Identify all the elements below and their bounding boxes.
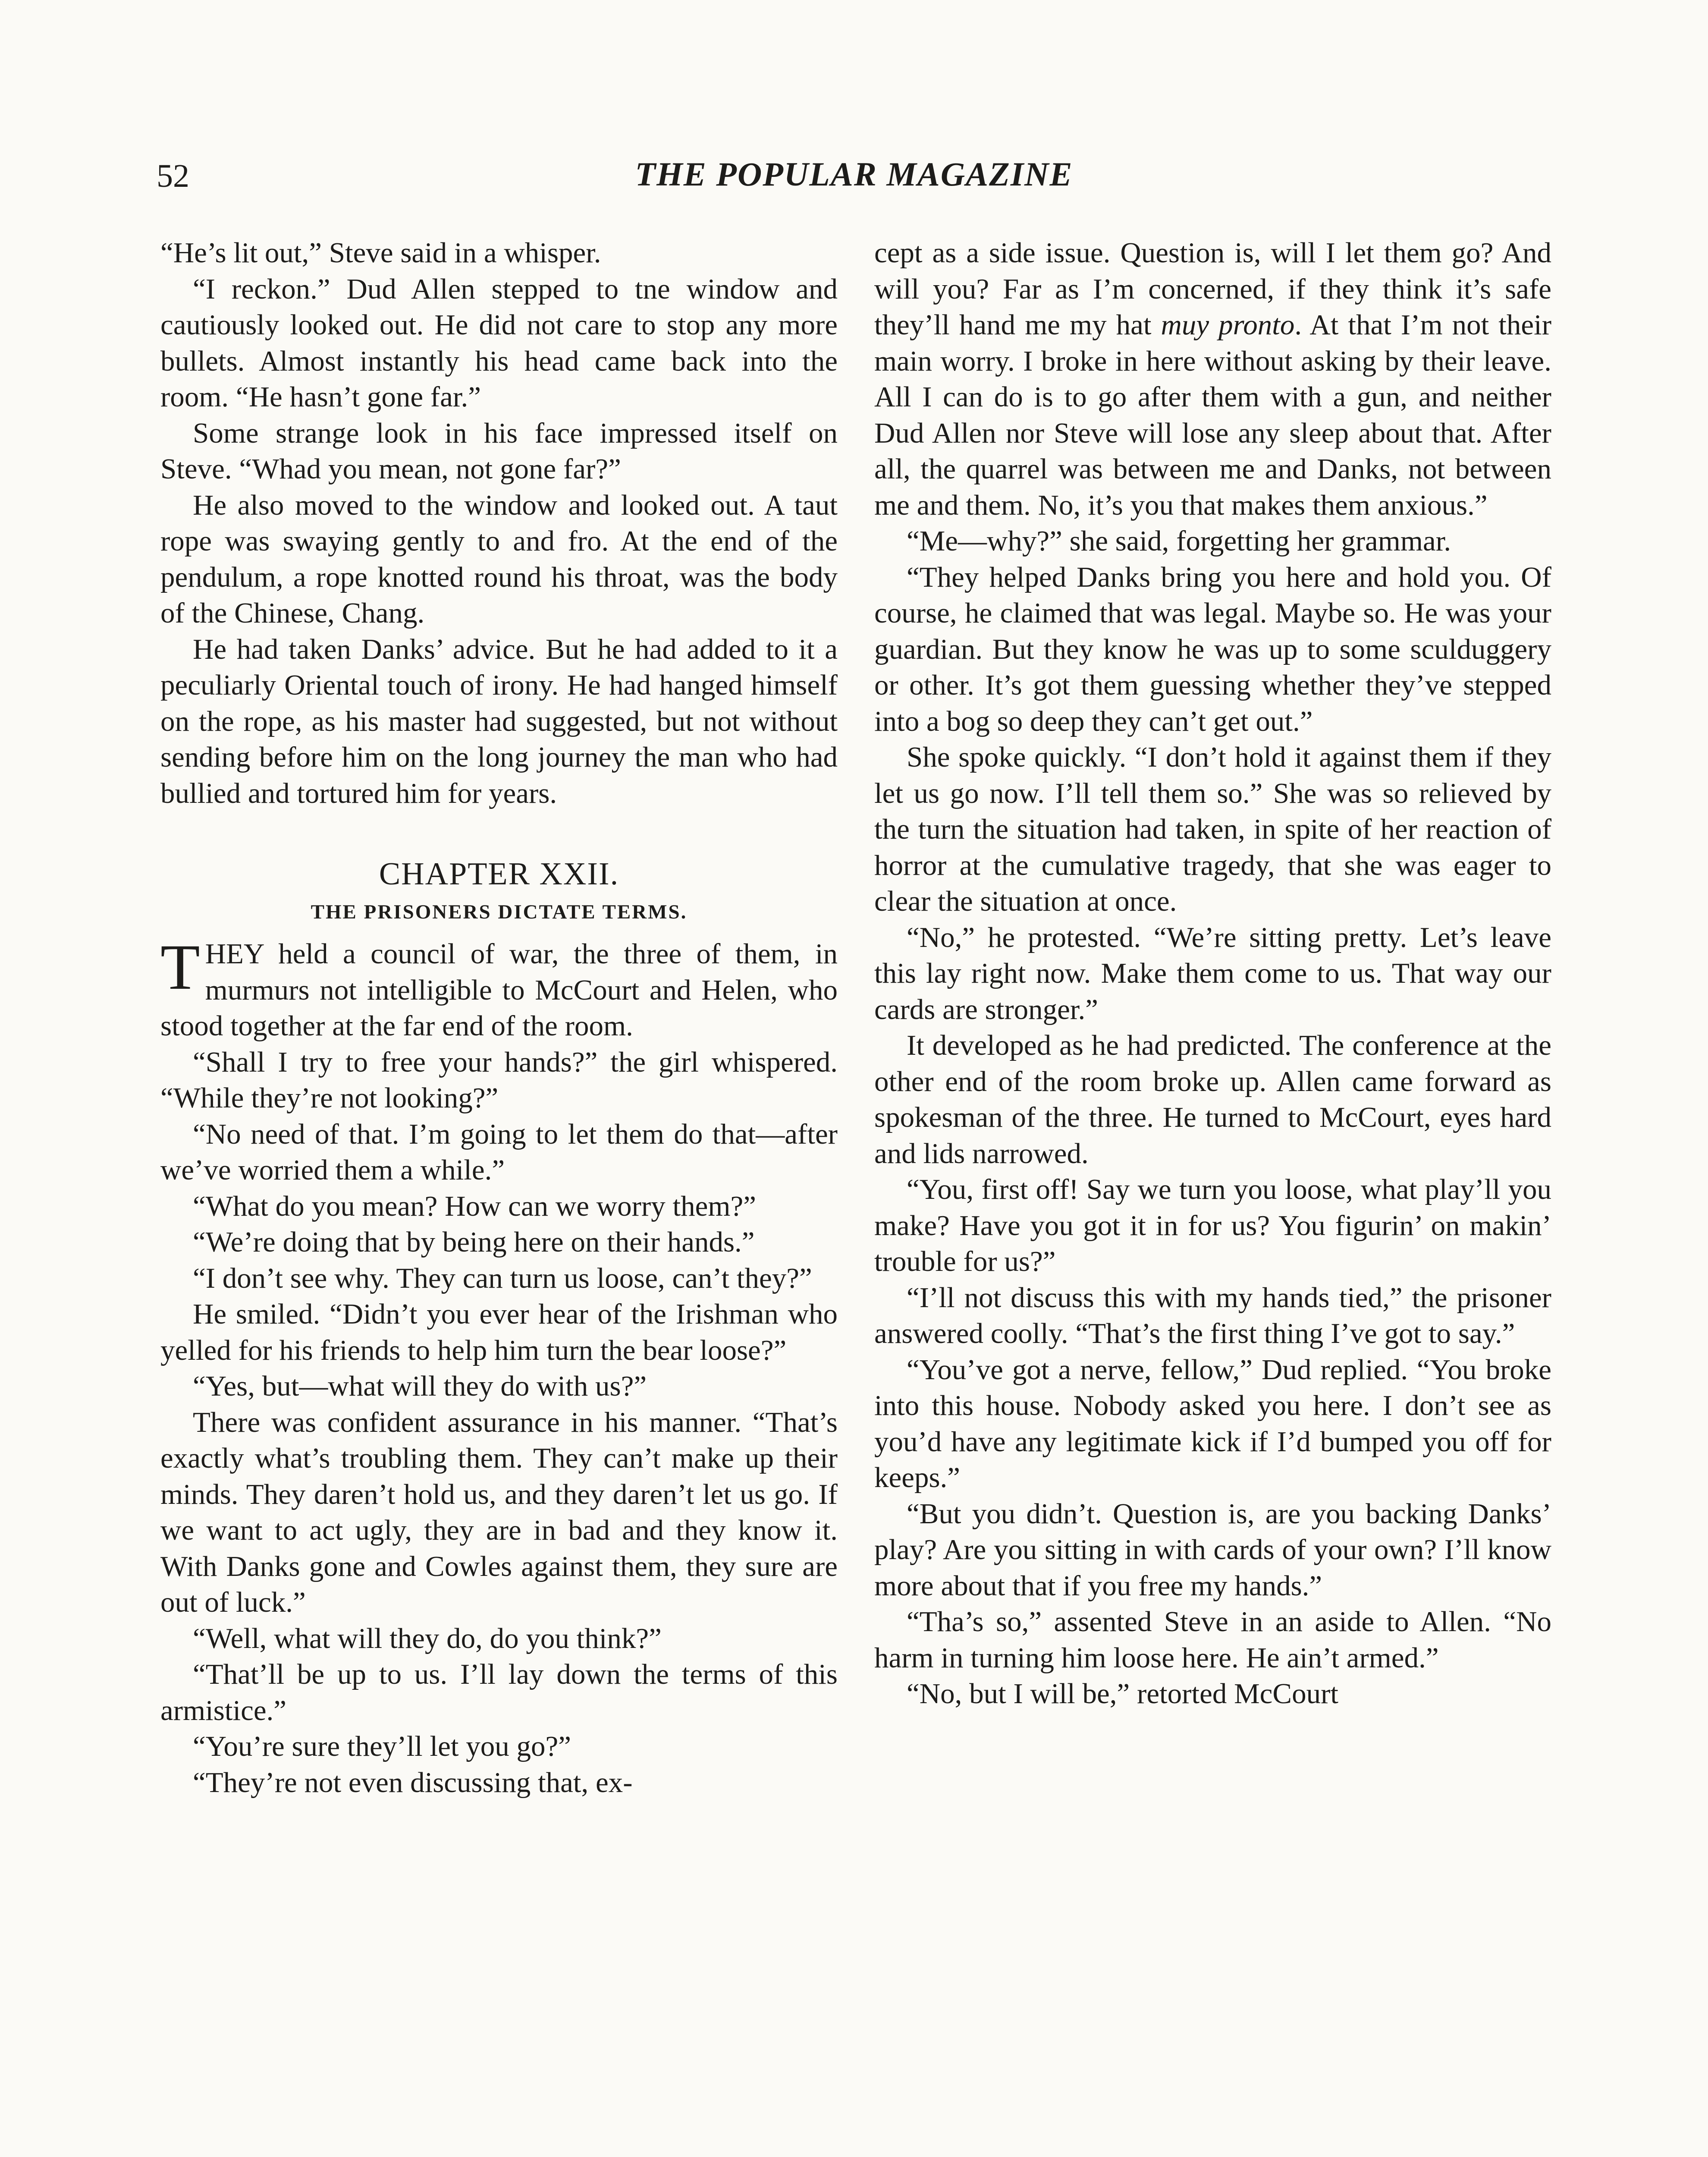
paragraph: “We’re doing that by being here on their hands.”	[193, 1226, 755, 1258]
paragraph: “They helped Danks bring you here and hold you. Of course, he claimed that was legal. Maybe so. He was your guardian. But they know he was up to some sculduggery or other. It’s got them guessing whether they’ve stepped into a bog so deep they can’t get out.”	[874, 561, 1551, 737]
paragraph: “No, but I will be,” retorted McCourt	[907, 1678, 1339, 1710]
paragraph: “No need of that. I’m going to let them do that—after we’ve worried them a while.”	[160, 1118, 838, 1186]
chapter-subtitle: THE PRISONERS DICTATE TERMS.	[311, 901, 688, 923]
paragraph: “But you didn’t. Question is, are you backing Danks’ play? Are you sitting in with cards of your own? I’ll know more about that if you free my hands.”	[874, 1497, 1551, 1602]
page-number: 52	[157, 158, 189, 194]
paragraph: “Well, what will they do, do you think?”	[193, 1622, 662, 1654]
opening-text: HEY held a council of war, the three of them, in murmurs not intelligible to McCourt and Helen, who stood together at the far end of the room.	[160, 938, 838, 1042]
paragraph: “That’ll be up to us. I’ll lay down the terms of this armistice.”	[160, 1658, 838, 1726]
paragraph: She spoke quickly. “I don’t hold it against them if they let us go now. I’ll tell them so.” She was so relieved by the turn the situation had taken, in spite of her reaction of horror at the cumulative tragedy, that she was eager to clear the situation at once.	[874, 741, 1551, 917]
paragraph: He had taken Danks’ advice. But he had added to it a peculiarly Oriental touch of irony. He had hanged himself on the rope, as his master had suggested, but not without sending before him on the long journey the man who had bullied and tortured him for years.	[160, 633, 838, 809]
text-run: . At that I’m not their main worry. I broke in here without asking by their leave. All I can do is to go after them with a gun, and neither Dud Allen nor Steve will lose any sleep about that. After all, the quarrel was between me and Danks, not between me and them. No, it’s you that makes them anxious.”	[874, 309, 1552, 521]
paragraph: “Tha’s so,” assented Steve in an aside to Allen. “No harm in turning him loose here. He ain’t armed.”	[874, 1606, 1551, 1674]
text-run: cept as a side issue. Question is, will I let them go? And will you? Far as I’m concerned, if they think it’s safe they’ll hand me my hat	[874, 237, 1551, 341]
continued-paragraph	[874, 235, 1551, 523]
chapter-title: CHAPTER XXII.	[379, 856, 619, 892]
paragraph: Some strange look in his face impressed itself on Steve. “Whad you mean, not gone far?”	[160, 417, 838, 485]
paragraph: It developed as he had predicted. The conference at the other end of the room broke up. Allen came forward as spokesman of the three. He turned to McCourt, eyes hard and lids narrowed.	[874, 1029, 1551, 1170]
paragraph: “They’re not even discussing that, ex-	[193, 1766, 633, 1799]
magazine-title: THE POPULAR MAGAZINE	[635, 155, 1073, 193]
chapter-opening-paragraph	[160, 931, 838, 1044]
paragraph: He smiled. “Didn’t you ever hear of the Irishman who yelled for his friends to help him turn the bear loose?”	[160, 1298, 838, 1366]
italic-phrase: muy pronto	[1161, 309, 1295, 341]
paragraph: “I’ll not discuss this with my hands tied,” the prisoner answered coolly. “That’s the first thing I’ve got to say.”	[874, 1281, 1551, 1349]
drop-cap: T	[160, 931, 200, 1003]
paragraph: “What do you mean? How can we worry them?”	[193, 1190, 756, 1222]
page-header	[0, 0, 1708, 203]
paragraph: “He’s lit out,” Steve said in a whisper.	[160, 237, 601, 269]
paragraph: “Shall I try to free your hands?” the girl whispered. “While they’re not looking?”	[160, 1046, 838, 1114]
paragraph: “Yes, but—what will they do with us?”	[193, 1370, 647, 1402]
paragraph: “Me—why?” she said, forgetting her grammar.	[907, 525, 1451, 557]
right-column	[874, 235, 1551, 1712]
paragraph: “No,” he protested. “We’re sitting pretty. Let’s leave this lay right now. Make them come to us. That way our cards are stronger.”	[874, 921, 1551, 1025]
paragraph: “I don’t see why. They can turn us loose, can’t they?”	[193, 1262, 812, 1294]
paragraph: “I reckon.” Dud Allen stepped to tne window and cautiously looked out. He did not care to stop any more bullets. Almost instantly his head came back into the room. “He hasn’t gone far.”	[160, 273, 838, 413]
paragraph: “You, first off! Say we turn you loose, what play’ll you make? Have you got it in for us? You figurin’ on makin’ trouble for us?”	[874, 1173, 1551, 1277]
left-column	[160, 235, 838, 1801]
paragraph: There was confident assurance in his manner. “That’s exactly what’s troubling them. They can’t make up their minds. They daren’t hold us, and they daren’t let us go. If we want to act ugly, they are in bad and they know it. With Danks gone and Cowles against them, they sure are out of luck.”	[160, 1406, 838, 1618]
paragraph: “You’re sure they’ll let you go?”	[193, 1730, 571, 1762]
paragraph: He also moved to the window and looked out. A taut rope was swaying gently to and fro. At the end of the pendulum, a rope knotted round his throat, was the body of the Chinese, Chang.	[160, 489, 838, 629]
paragraph: “You’ve got a nerve, fellow,” Dud replied. “You broke into this house. Nobody asked you here. I don’t see as you’d have any legitimate kick if I’d bumped you off for keeps.”	[874, 1353, 1551, 1494]
